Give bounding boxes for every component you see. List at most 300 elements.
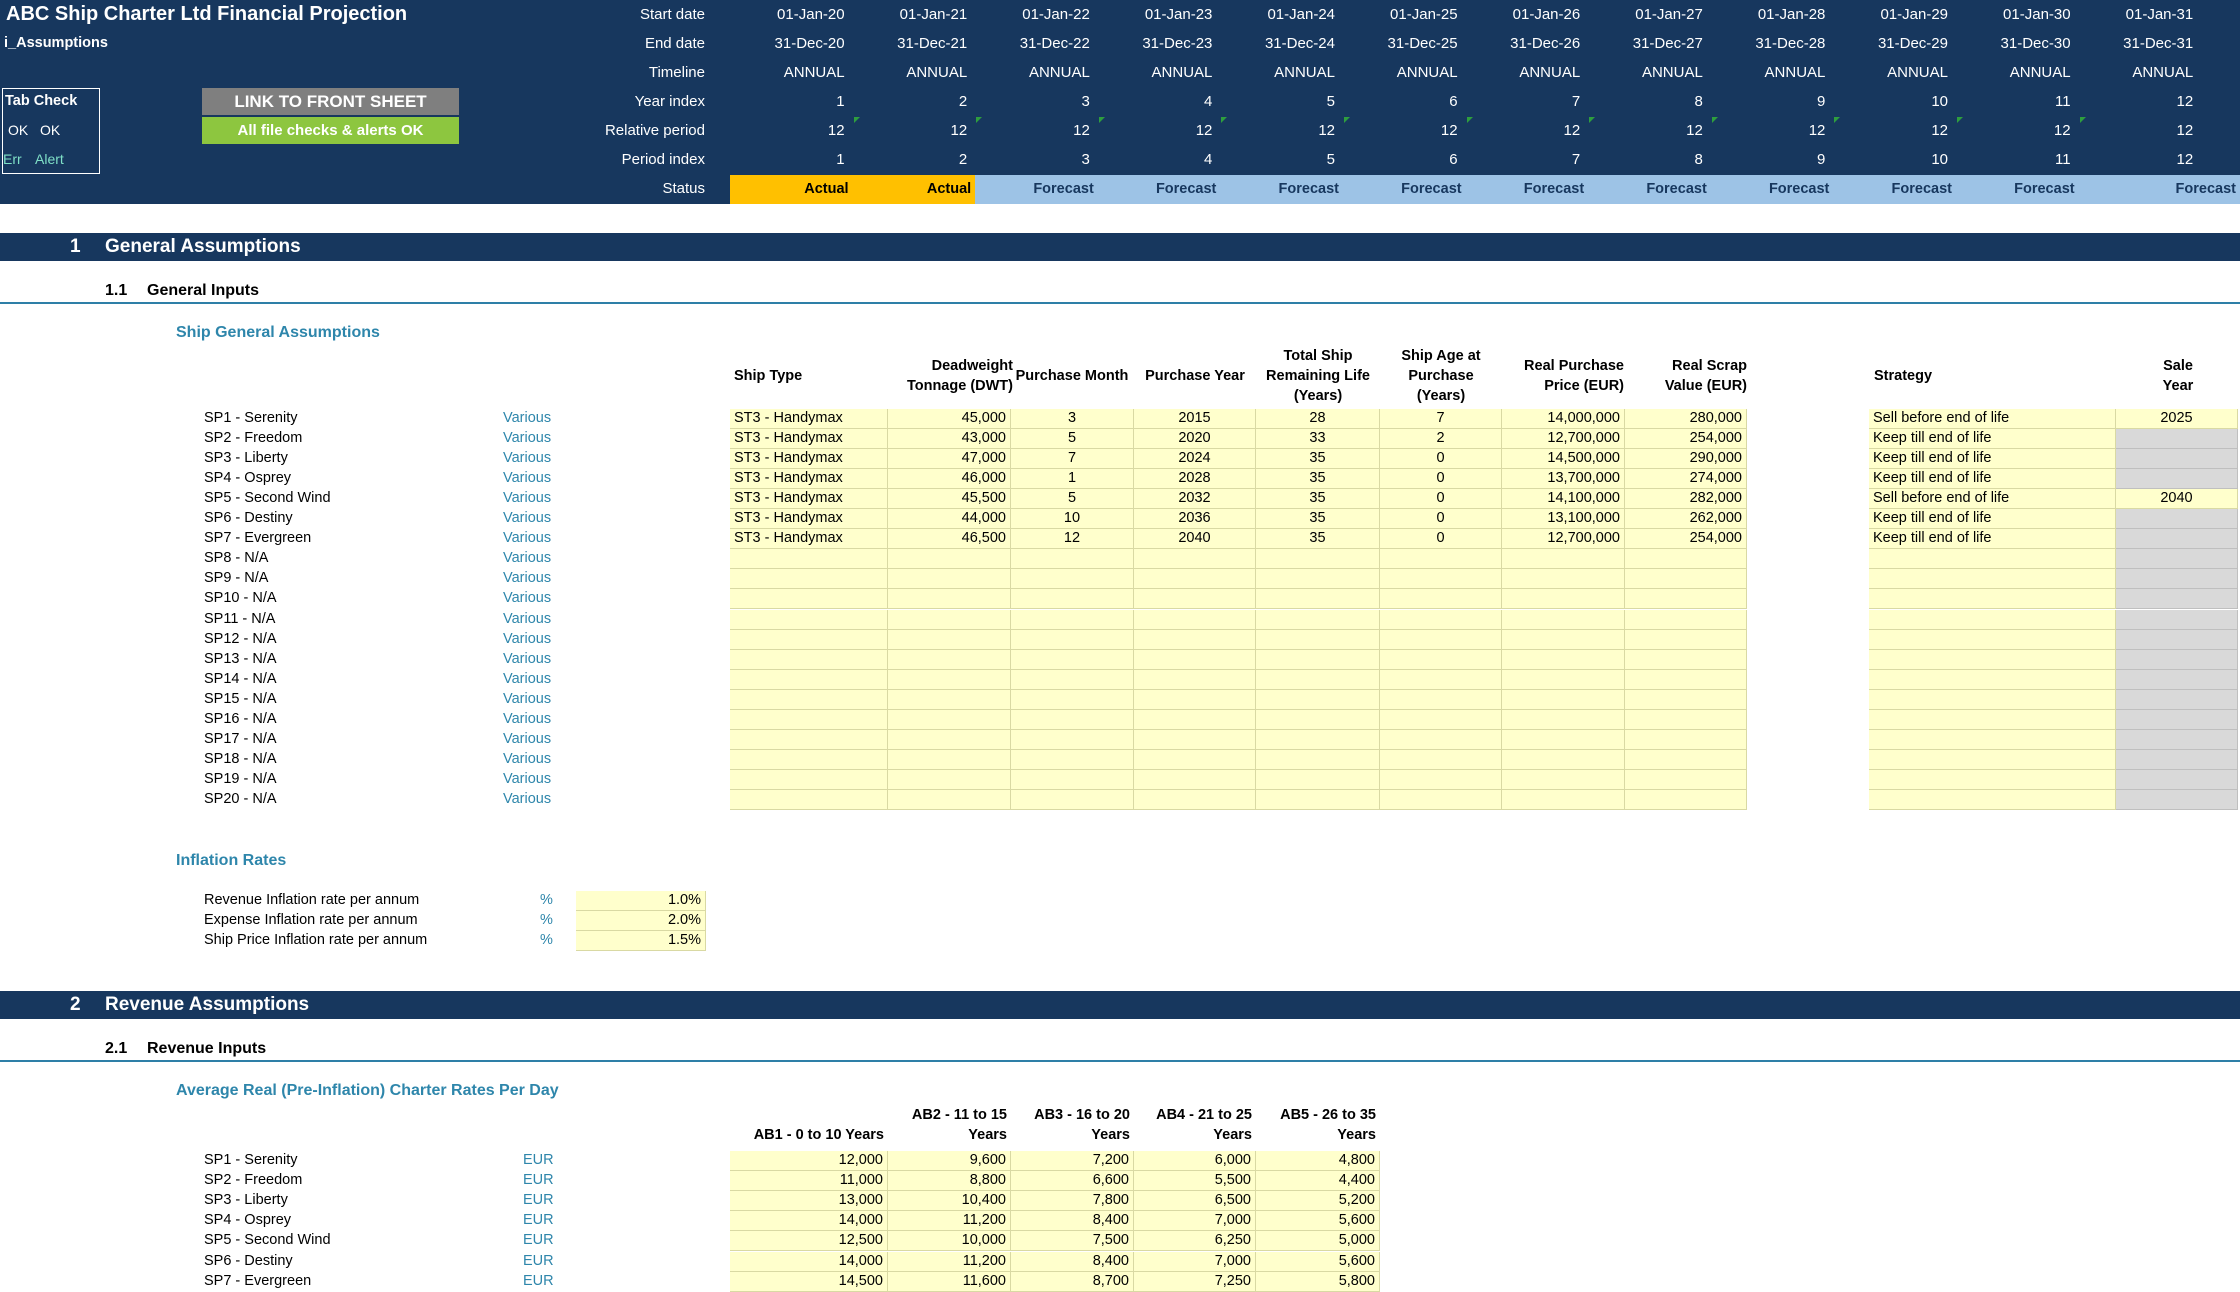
ship-sale-input[interactable] [2116,549,2238,569]
period-year-cell: 7 [1571,93,1581,110]
period-period-cell: 6 [1449,151,1458,168]
charter-rate-input[interactable]: 14,000 [730,1252,888,1272]
period-rel-cell: 12 [2053,122,2071,139]
ship-strategy-input[interactable] [1869,690,2116,710]
col-dwt: Deadweight Tonnage (DWT) [906,358,1013,394]
ship-age-input[interactable] [1380,730,1502,750]
charter-rate-input[interactable]: 11,600 [888,1272,1011,1292]
ship-strategy-input[interactable]: Sell before end of life [1869,489,2116,509]
ship-sale-input[interactable] [2116,509,2238,529]
ship-year-input[interactable]: 2024 [1134,449,1256,469]
ship-age-input[interactable] [1380,610,1502,630]
ship-life-input[interactable]: 35 [1256,469,1380,489]
ship-sale-input[interactable] [2116,710,2238,730]
age-band-header: AB5 - 26 to 35 Years [1280,1107,1376,1143]
ship-type-input[interactable] [730,790,888,810]
ship-type-input[interactable]: ST3 - Handymax [730,409,888,429]
ship-month-input[interactable] [1011,650,1134,670]
ship-month-input[interactable]: 5 [1011,429,1134,449]
ship-strategy-input[interactable] [1869,630,2116,650]
inflation-unit: % [540,932,553,948]
charter-rate-input[interactable]: 8,400 [1011,1252,1134,1272]
ship-strategy-input[interactable] [1869,670,2116,690]
ship-scrap-input[interactable] [1625,630,1747,650]
ship-type-input[interactable] [730,770,888,790]
ship-year-input[interactable] [1134,610,1256,630]
ship-type-input[interactable] [730,710,888,730]
ship-age-input[interactable] [1380,630,1502,650]
ship-type-input[interactable] [730,670,888,690]
charter-rate-input[interactable]: 6,000 [1134,1151,1256,1171]
age-band-header: AB4 - 21 to 25 Years [1156,1107,1252,1143]
charter-rate-input[interactable]: 7,000 [1134,1252,1256,1272]
ship-month-input[interactable] [1011,790,1134,810]
period-status-cell: Forecast [1833,175,1956,204]
ship-dwt-input[interactable] [888,589,1011,609]
ship-type-input[interactable] [730,650,888,670]
ship-price-input[interactable] [1502,690,1625,710]
ship-scrap-input[interactable] [1625,569,1747,589]
ship-scrap-input[interactable]: 282,000 [1625,489,1747,509]
ship-price-input[interactable] [1502,710,1625,730]
period-rel-cell: 12 [1931,122,1948,139]
ship-dwt-input[interactable] [888,790,1011,810]
ship-sale-input[interactable] [2116,429,2238,449]
ship-dwt-input[interactable]: 46,500 [888,529,1011,549]
period-period-cell: 1 [836,151,845,168]
ship-month-input[interactable] [1011,630,1134,650]
ship-strategy-input[interactable]: Keep till end of life [1869,429,2116,449]
subsection-1-1-number: 1.1 [105,282,128,299]
ship-price-input[interactable] [1502,650,1625,670]
ship-year-input[interactable] [1134,630,1256,650]
inflation-rate-input[interactable]: 2.0% [576,911,706,931]
ship-month-input[interactable] [1011,730,1134,750]
ship-price-input[interactable]: 12,700,000 [1502,429,1625,449]
charter-rate-input[interactable]: 6,600 [1011,1171,1134,1191]
ship-year-input[interactable]: 2036 [1134,509,1256,529]
ship-month-input[interactable]: 1 [1011,469,1134,489]
ship-age-input[interactable]: 0 [1380,489,1502,509]
ship-age-input[interactable] [1380,790,1502,810]
ship-type-input[interactable]: ST3 - Handymax [730,529,888,549]
header-row-label: Period index [621,151,705,168]
ship-strategy-input[interactable] [1869,750,2116,770]
ship-price-input[interactable] [1502,750,1625,770]
ship-life-input[interactable] [1256,569,1380,589]
ship-sale-input[interactable] [2116,770,2238,790]
ship-price-input[interactable]: 12,700,000 [1502,529,1625,549]
ship-scrap-input[interactable]: 274,000 [1625,469,1747,489]
ship-dwt-input[interactable] [888,770,1011,790]
link-to-front-sheet-button[interactable]: LINK TO FRONT SHEET [202,88,459,115]
ship-year-input[interactable] [1134,750,1256,770]
ship-scrap-input[interactable] [1625,710,1747,730]
tab-check-ok: OK [8,122,29,138]
ship-scrap-input[interactable] [1625,690,1747,710]
ship-scrap-input[interactable] [1625,549,1747,569]
period-timeline-cell: ANNUAL [2009,64,2071,81]
ship-life-input[interactable] [1256,730,1380,750]
ship-sale-input[interactable]: 2040 [2116,489,2238,509]
subsection-2-1-number: 2.1 [105,1040,128,1057]
charter-rate-input[interactable]: 12,500 [730,1231,888,1251]
ship-year-input[interactable] [1134,790,1256,810]
ship-month-input[interactable]: 10 [1011,509,1134,529]
ship-dwt-input[interactable] [888,710,1011,730]
ship-type-input[interactable] [730,750,888,770]
ship-year-input[interactable] [1134,569,1256,589]
ship-sale-input[interactable] [2116,750,2238,770]
charter-rate-input[interactable]: 9,600 [888,1151,1011,1171]
input-marker [1221,117,1227,123]
charter-rate-input[interactable]: 6,500 [1134,1191,1256,1211]
ship-sale-input[interactable] [2116,690,2238,710]
ship-age-input[interactable] [1380,549,1502,569]
ship-year-input[interactable] [1134,650,1256,670]
ship-type-input[interactable]: ST3 - Handymax [730,469,888,489]
ship-scrap-input[interactable] [1625,730,1747,750]
charter-rate-input[interactable]: 4,400 [1256,1171,1380,1191]
ship-sale-input[interactable] [2116,589,2238,609]
ship-price-input[interactable] [1502,549,1625,569]
ship-age-input[interactable] [1380,770,1502,790]
col-purchase-price: Real Purchase Price (EUR) [1524,358,1624,394]
ship-month-input[interactable]: 3 [1011,409,1134,429]
ship-strategy-input[interactable] [1869,589,2116,609]
ship-price-input[interactable] [1502,589,1625,609]
ship-sale-input[interactable] [2116,630,2238,650]
charter-rate-input[interactable]: 7,500 [1011,1231,1134,1251]
ship-scrap-input[interactable] [1625,790,1747,810]
ship-age-input[interactable] [1380,650,1502,670]
col-purchase-year: Purchase Year [1145,368,1245,384]
ship-scrap-input[interactable]: 280,000 [1625,409,1747,429]
ship-life-input[interactable]: 35 [1256,509,1380,529]
ship-sale-input[interactable] [2116,730,2238,750]
ship-age-input[interactable] [1380,589,1502,609]
charter-rate-input[interactable]: 5,000 [1256,1231,1380,1251]
period-status-cell: Forecast [1098,175,1221,204]
ship-age-input[interactable] [1380,670,1502,690]
period-period-cell: 5 [1326,151,1335,168]
charter-rate-input[interactable]: 5,500 [1134,1171,1256,1191]
ship-name: SP8 - N/A [204,550,269,567]
ship-unit: Various [503,550,552,567]
period-period-cell: 8 [1694,151,1703,168]
charter-rate-input[interactable]: 7,000 [1134,1211,1256,1231]
tab-check-label: Tab Check [5,93,78,109]
charter-rate-input[interactable]: 5,600 [1256,1211,1380,1231]
ship-dwt-input[interactable] [888,630,1011,650]
charter-rate-input[interactable]: 11,200 [888,1252,1011,1272]
ship-type-input[interactable] [730,589,888,609]
inflation-rate-input[interactable]: 1.5% [576,931,706,951]
ship-age-input[interactable] [1380,750,1502,770]
ship-scrap-input[interactable] [1625,750,1747,770]
ship-month-input[interactable] [1011,569,1134,589]
charter-rate-input[interactable]: 7,800 [1011,1191,1134,1211]
period-end-cell: 31-Dec-29 [1877,35,1948,52]
ship-price-input[interactable]: 14,500,000 [1502,449,1625,469]
ship-price-input[interactable] [1502,730,1625,750]
ship-month-input[interactable] [1011,610,1134,630]
ship-month-input[interactable] [1011,690,1134,710]
charter-rate-input[interactable]: 10,000 [888,1231,1011,1251]
ship-life-input[interactable]: 33 [1256,429,1380,449]
ship-price-input[interactable]: 14,000,000 [1502,409,1625,429]
period-period-cell: 2 [958,151,968,168]
ship-scrap-input[interactable] [1625,610,1747,630]
ship-dwt-input[interactable]: 43,000 [888,429,1011,449]
ship-price-input[interactable] [1502,770,1625,790]
charter-rate-input[interactable]: 7,200 [1011,1151,1134,1171]
ship-dwt-input[interactable]: 45,500 [888,489,1011,509]
ship-scrap-input[interactable]: 254,000 [1625,429,1747,449]
ship-dwt-input[interactable]: 44,000 [888,509,1011,529]
ship-year-input[interactable]: 2040 [1134,529,1256,549]
ship-price-input[interactable] [1502,610,1625,630]
charter-rate-input[interactable]: 6,250 [1134,1231,1256,1251]
ship-sale-input[interactable] [2116,610,2238,630]
ship-month-input[interactable] [1011,549,1134,569]
ship-price-input[interactable]: 13,100,000 [1502,509,1625,529]
period-start-cell: 01-Jan-26 [1512,6,1581,23]
rate-ship-name: SP1 - Serenity [204,1152,298,1168]
ship-dwt-input[interactable] [888,690,1011,710]
ship-life-input[interactable] [1256,790,1380,810]
ship-life-input[interactable]: 35 [1256,529,1380,549]
charter-rate-input[interactable]: 13,000 [730,1191,888,1211]
charter-rate-input[interactable]: 4,800 [1256,1151,1380,1171]
ship-sale-input[interactable] [2116,670,2238,690]
ship-month-input[interactable]: 12 [1011,529,1134,549]
ship-year-input[interactable]: 2020 [1134,429,1256,449]
col-ship-age: Ship Age at Purchase (Years) [1401,348,1481,404]
ship-type-input[interactable] [730,630,888,650]
ship-dwt-input[interactable]: 46,000 [888,469,1011,489]
input-marker [1344,117,1350,123]
charter-rate-input[interactable]: 8,800 [888,1171,1011,1191]
ship-month-input[interactable] [1011,770,1134,790]
ship-type-input[interactable]: ST3 - Handymax [730,449,888,469]
rate-ship-name: SP6 - Destiny [204,1252,293,1269]
ship-strategy-input[interactable] [1869,650,2116,670]
ship-life-input[interactable]: 35 [1256,489,1380,509]
ship-strategy-input[interactable] [1869,730,2116,750]
ship-type-input[interactable]: ST3 - Handymax [730,429,888,449]
ship-year-input[interactable] [1134,589,1256,609]
ship-strategy-input[interactable] [1869,710,2116,730]
ship-year-input[interactable] [1134,690,1256,710]
ship-scrap-input[interactable]: 262,000 [1625,509,1747,529]
ship-strategy-input[interactable] [1869,610,2116,630]
ship-year-input[interactable]: 2015 [1134,409,1256,429]
period-status-cell: Forecast [2079,175,2240,204]
charter-rate-input[interactable]: 5,200 [1256,1191,1380,1211]
section-2-title: Revenue Assumptions [105,994,310,1015]
ship-price-input[interactable] [1502,630,1625,650]
ship-age-input[interactable] [1380,710,1502,730]
ship-month-input[interactable]: 5 [1011,489,1134,509]
ship-strategy-input[interactable] [1869,569,2116,589]
ship-price-input[interactable]: 13,700,000 [1502,469,1625,489]
ship-age-input[interactable]: 0 [1380,469,1502,489]
period-rel-cell: 12 [950,122,968,139]
ship-age-input[interactable] [1380,690,1502,710]
period-year-cell: 6 [1449,93,1458,110]
period-status-cell: Forecast [1343,175,1466,204]
charter-rate-input[interactable]: 12,000 [730,1151,888,1171]
charter-rate-input[interactable]: 5,800 [1256,1272,1380,1292]
ship-type-input[interactable] [730,569,888,589]
ship-unit: Various [503,770,552,787]
period-status-cell: Forecast [1588,175,1711,204]
ship-dwt-input[interactable] [888,750,1011,770]
period-year-cell: 5 [1326,93,1335,110]
period-status-cell: Actual [853,175,976,204]
ship-scrap-input[interactable] [1625,650,1747,670]
ship-life-input[interactable] [1256,549,1380,569]
ship-price-input[interactable]: 14,100,000 [1502,489,1625,509]
ship-name: SP4 - Osprey [204,470,292,487]
charter-rate-input[interactable]: 11,200 [888,1211,1011,1231]
ship-age-input[interactable]: 0 [1380,449,1502,469]
ship-dwt-input[interactable]: 45,000 [888,409,1011,429]
ship-scrap-input[interactable]: 254,000 [1625,529,1747,549]
ship-dwt-input[interactable]: 47,000 [888,449,1011,469]
ship-age-input[interactable]: 7 [1380,409,1502,429]
ship-sale-input[interactable] [2116,790,2238,810]
ship-year-input[interactable]: 2032 [1134,489,1256,509]
ship-scrap-input[interactable] [1625,770,1747,790]
ship-dwt-input[interactable] [888,730,1011,750]
ship-type-input[interactable]: ST3 - Handymax [730,489,888,509]
charter-rate-input[interactable]: 5,600 [1256,1252,1380,1272]
header-row-label: Start date [639,6,705,23]
ship-life-input[interactable] [1256,770,1380,790]
ship-month-input[interactable] [1011,750,1134,770]
ship-life-input[interactable] [1256,690,1380,710]
charter-rate-input[interactable]: 8,400 [1011,1211,1134,1231]
period-start-cell: 01-Jan-27 [1635,6,1703,23]
ship-price-input[interactable] [1502,670,1625,690]
charter-rate-input[interactable]: 10,400 [888,1191,1011,1211]
ship-strategy-input[interactable]: Keep till end of life [1869,449,2116,469]
ship-life-input[interactable] [1256,750,1380,770]
ship-sale-input[interactable] [2116,449,2238,469]
ship-type-input[interactable]: ST3 - Handymax [730,509,888,529]
charter-rate-input[interactable]: 14,500 [730,1272,888,1292]
charter-rate-input[interactable]: 8,700 [1011,1272,1134,1292]
charter-rate-input[interactable]: 14,000 [730,1211,888,1231]
ship-age-input[interactable]: 2 [1380,429,1502,449]
ship-sale-input[interactable] [2116,529,2238,549]
ship-strategy-input[interactable] [1869,790,2116,810]
ship-price-input[interactable] [1502,790,1625,810]
ship-dwt-input[interactable] [888,650,1011,670]
ship-type-input[interactable] [730,549,888,569]
ship-dwt-input[interactable] [888,610,1011,630]
ship-age-input[interactable] [1380,569,1502,589]
ship-life-input[interactable] [1256,670,1380,690]
period-timeline-cell: ANNUAL [783,64,845,81]
ship-year-input[interactable] [1134,770,1256,790]
period-start-cell: 01-Jan-23 [1144,6,1213,23]
ship-scrap-input[interactable] [1625,670,1747,690]
ship-life-input[interactable] [1256,589,1380,609]
charter-rate-input[interactable]: 11,000 [730,1171,888,1191]
ship-sale-input[interactable] [2116,569,2238,589]
ship-strategy-input[interactable]: Keep till end of life [1869,509,2116,529]
ship-year-input[interactable] [1134,670,1256,690]
ship-year-input[interactable] [1134,730,1256,750]
ship-life-input[interactable]: 35 [1256,449,1380,469]
ship-sale-input[interactable]: 2025 [2116,409,2238,429]
ship-strategy-input[interactable]: Keep till end of life [1869,529,2116,549]
ship-month-input[interactable] [1011,670,1134,690]
ship-month-input[interactable]: 7 [1011,449,1134,469]
ship-general-assumptions-title: Ship General Assumptions [176,324,380,341]
ship-age-input[interactable]: 0 [1380,509,1502,529]
ship-strategy-input[interactable]: Keep till end of life [1869,469,2116,489]
ship-month-input[interactable] [1011,589,1134,609]
ship-unit: Various [503,690,552,707]
input-marker [1099,117,1105,123]
ship-dwt-input[interactable] [888,569,1011,589]
rate-unit: EUR [523,1272,554,1289]
ship-strategy-input[interactable]: Sell before end of life [1869,409,2116,429]
ship-sale-input[interactable] [2116,650,2238,670]
ship-life-input[interactable]: 28 [1256,409,1380,429]
inflation-rate-input[interactable]: 1.0% [576,891,706,911]
ship-month-input[interactable] [1011,710,1134,730]
ship-life-input[interactable] [1256,610,1380,630]
rate-unit: EUR [523,1212,554,1229]
ship-year-input[interactable] [1134,710,1256,730]
ship-age-input[interactable]: 0 [1380,529,1502,549]
ship-dwt-input[interactable] [888,670,1011,690]
ship-year-input[interactable] [1134,549,1256,569]
ship-unit: Various [503,610,552,627]
ship-unit: Various [503,630,552,647]
ship-life-input[interactable] [1256,710,1380,730]
inflation-label: Revenue Inflation rate per annum [204,892,420,908]
ship-life-input[interactable] [1256,630,1380,650]
ship-year-input[interactable]: 2028 [1134,469,1256,489]
ship-strategy-input[interactable] [1869,549,2116,569]
ship-type-input[interactable] [730,610,888,630]
col-strategy: Strategy [1874,368,1933,384]
ship-sale-input[interactable] [2116,469,2238,489]
ship-type-input[interactable] [730,690,888,710]
inflation-unit: % [540,892,553,908]
file-checks-button[interactable]: All file checks & alerts OK [202,117,459,144]
ship-name: SP6 - Destiny [204,510,293,527]
ship-strategy-input[interactable] [1869,770,2116,790]
section-1-number: 1 [70,236,81,257]
ship-scrap-input[interactable]: 290,000 [1625,449,1747,469]
period-end-cell: 31-Dec-25 [1387,35,1458,52]
ship-type-input[interactable] [730,730,888,750]
ship-life-input[interactable] [1256,650,1380,670]
charter-rate-input[interactable]: 7,250 [1134,1272,1256,1292]
ship-dwt-input[interactable] [888,549,1011,569]
ship-price-input[interactable] [1502,569,1625,589]
ship-name: SP3 - Liberty [204,450,288,467]
ship-unit: Various [503,510,552,527]
ship-scrap-input[interactable] [1625,589,1747,609]
